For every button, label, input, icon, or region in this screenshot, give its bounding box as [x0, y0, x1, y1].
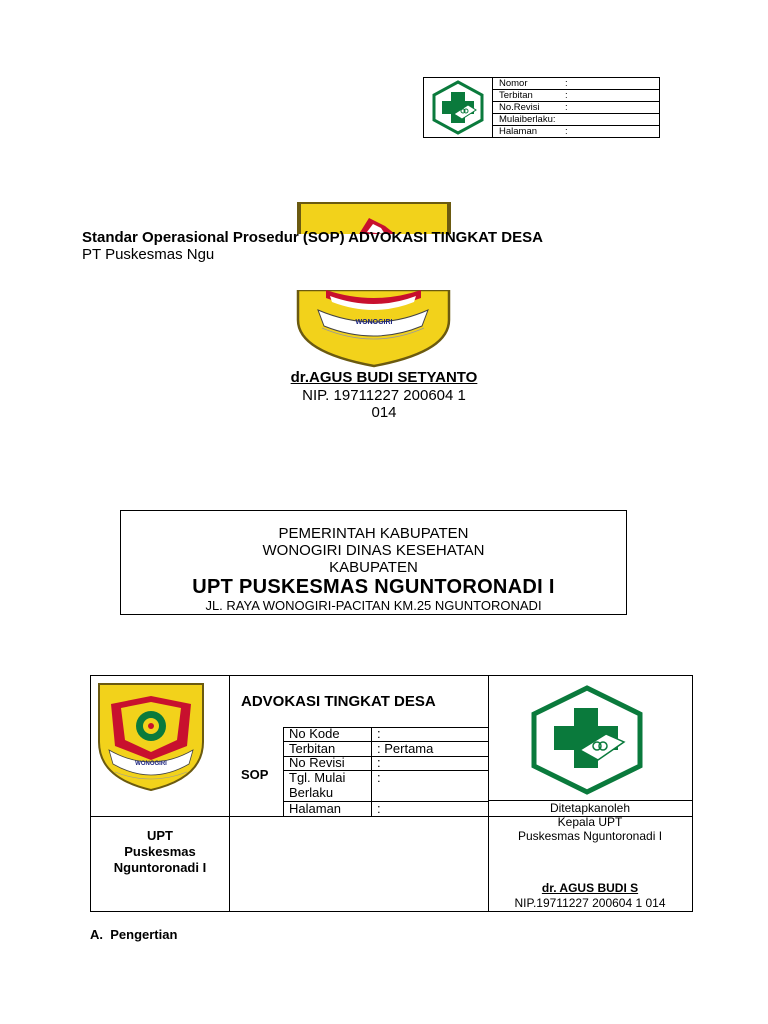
sop-subtitle: PT Puskesmas Ngu: [82, 246, 215, 263]
field-label: Halaman: [289, 801, 342, 816]
approval-line1: Ditetapkanoleh: [549, 801, 631, 815]
header-row: [493, 102, 659, 114]
field-label: Tgl. Mulai Berlaku: [289, 770, 346, 800]
signatory-nip-line2: 014: [371, 404, 397, 421]
header-label: Terbitan: [499, 90, 533, 101]
puskesmas-logo-cell: [424, 78, 493, 137]
puskesmas-logo-icon: [424, 78, 492, 137]
unit-name: [91, 828, 229, 876]
header-label: Mulaiberlaku:: [499, 114, 556, 125]
government-line2: WONOGIRI DINAS KESEHATAN: [262, 542, 485, 559]
government-line1: PEMERINTAH KABUPATEN: [278, 525, 469, 542]
government-line3: KABUPATEN: [329, 559, 418, 576]
approval-block: [488, 801, 692, 843]
header-row: [493, 114, 659, 126]
field-value: :: [377, 755, 381, 770]
puskesmas-logo-icon: [528, 684, 646, 796]
header-row: [493, 90, 659, 102]
sop-title: Standar Operasional Prosedur (SOP) ADVOKASI TINGKAT DESA: [82, 229, 543, 246]
field-label: No Kode: [289, 726, 340, 741]
sop-label: SOP: [241, 767, 269, 782]
sop-table: [90, 675, 693, 912]
wonogiri-emblem-icon: [97, 682, 205, 792]
upt-address: JL. RAYA WONOGIRI-PACITAN KM.25 NGUNTORONADI: [205, 598, 542, 613]
upt-name: UPT PUSKESMAS NGUNTORONADI I: [192, 576, 555, 598]
unit-line3: Nguntoronadi I: [113, 860, 207, 875]
emblem-banner-text: WONOGIRI: [135, 761, 167, 767]
field-value: :: [377, 801, 381, 816]
signatory-nip: [0, 387, 768, 421]
wonogiri-emblem-bottom-fragment-icon: [296, 290, 451, 368]
field-label: No Revisi: [289, 755, 345, 770]
header-colon: :: [565, 102, 568, 113]
document-header-box: [423, 77, 660, 138]
field-value: :: [377, 726, 381, 741]
approver-nip: NIP.19711227 200604 1 014: [514, 896, 666, 910]
section-heading: A. Pengertian: [90, 927, 178, 942]
unit-line1: UPT: [147, 828, 173, 843]
field-label: Terbitan: [289, 741, 336, 756]
field-value: : Pertama: [377, 741, 434, 756]
approval-line2: Kepala UPT: [557, 815, 623, 829]
header-colon: :: [565, 78, 568, 89]
header-colon: :: [565, 126, 568, 137]
sop-heading: ADVOKASI TINGKAT DESA: [241, 693, 436, 710]
header-label: No.Revisi: [499, 102, 540, 113]
header-fields: [493, 78, 659, 137]
emblem-banner-text: WONOGIRI: [355, 319, 393, 326]
government-header-box: [120, 510, 627, 615]
header-row: [493, 126, 659, 137]
header-row: [493, 78, 659, 90]
approver-name: dr. AGUS BUDI S: [541, 881, 639, 895]
signatory-name: dr.AGUS BUDI SETYANTO: [290, 369, 478, 386]
approval-line3: Puskesmas Nguntoronadi I: [517, 829, 663, 843]
field-value: :: [377, 770, 381, 785]
unit-line2: Puskesmas: [124, 844, 196, 859]
header-label: Nomor: [499, 78, 528, 89]
header-colon: :: [565, 90, 568, 101]
signatory-nip-line1: NIP. 19711227 200604 1: [302, 387, 466, 404]
header-label: Halaman: [499, 126, 538, 137]
